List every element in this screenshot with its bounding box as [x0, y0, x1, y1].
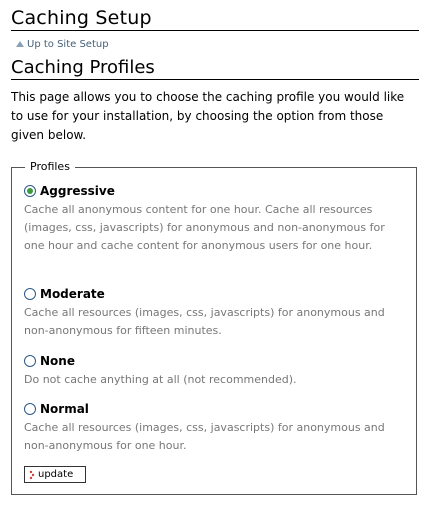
- profile-option-none: [24, 352, 408, 389]
- radio-none[interactable]: [24, 355, 36, 367]
- up-arrow-icon: [15, 39, 25, 49]
- radio-aggressive[interactable]: [24, 185, 36, 197]
- radio-moderate[interactable]: [24, 288, 36, 300]
- profile-label[interactable]: None: [40, 354, 75, 368]
- profile-option-normal: [24, 400, 408, 455]
- profiles-legend: Profiles: [25, 160, 75, 174]
- up-to-site-setup-link[interactable]: [11, 37, 419, 51]
- profile-description: Cache all anonymous content for one hour. Cache all resources (images, css, javascripts) for anonymous and non-anonymous for one hour and cache content for anonymous users for one hour.: [24, 203, 385, 252]
- section-title: Caching Profiles: [11, 57, 419, 80]
- profile-label[interactable]: Moderate: [40, 287, 105, 301]
- profile-label[interactable]: Aggressive: [40, 184, 115, 198]
- profile-description: Cache all resources (images, css, javascripts) for anonymous and non-anonymous for one hour.: [24, 421, 385, 452]
- update-button-label[interactable]: update: [38, 469, 74, 480]
- update-button[interactable]: [24, 466, 86, 483]
- radio-selected-dot: [27, 188, 33, 194]
- radio-normal[interactable]: [24, 403, 36, 415]
- profile-description: Cache all resources (images, css, javascripts) for anonymous and non-anonymous for fifteen minutes.: [24, 306, 385, 337]
- profile-label[interactable]: Normal: [40, 402, 89, 416]
- intro-text: This page allows you to choose the caching profile you would like to use for your installation, by choosing the option from those given below.: [11, 90, 405, 142]
- profile-option-moderate: [24, 285, 408, 340]
- page-content: [11, 0, 419, 480]
- profile-option-aggressive: [24, 182, 408, 255]
- update-icon: [28, 470, 36, 480]
- profile-description: Do not cache anything at all (not recommended).: [24, 373, 297, 386]
- page-title: Caching Setup: [11, 0, 419, 31]
- profiles-fieldset: [11, 160, 417, 495]
- up-link-label[interactable]: Up to Site Setup: [27, 38, 109, 50]
